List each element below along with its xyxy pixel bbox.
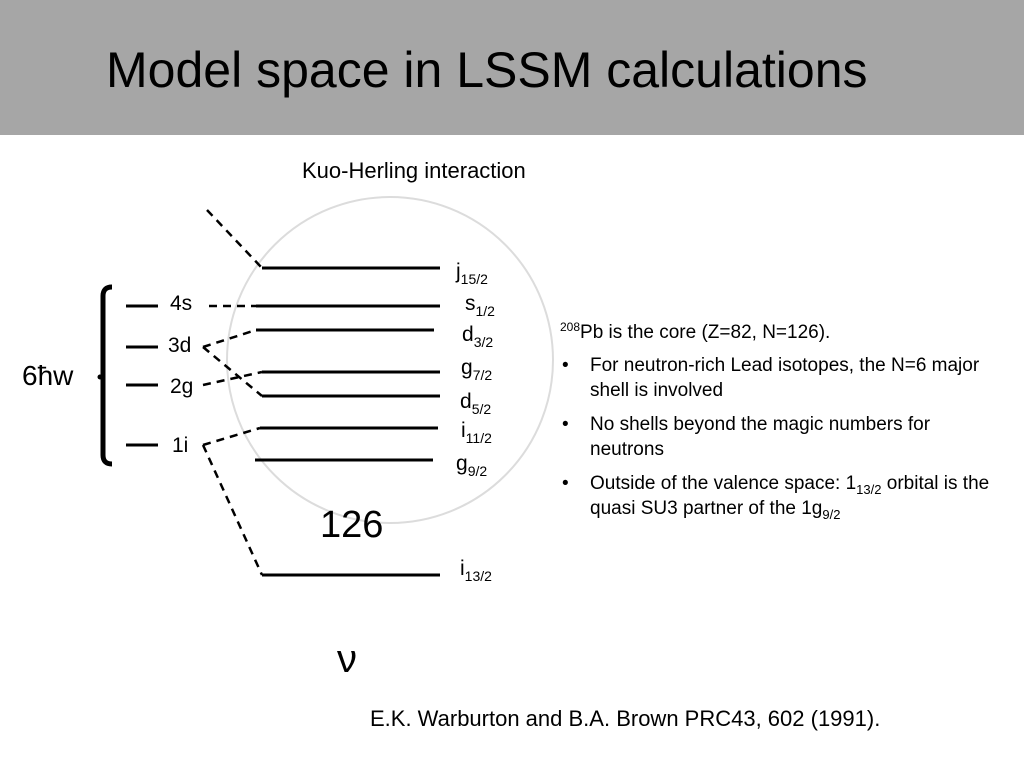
shell-3d-label: 3d	[168, 334, 192, 357]
correlation-lines	[203, 210, 262, 575]
orbital-i11-2: $i_{11/2}$	[461, 419, 492, 446]
orbital-j15-2: $j_{15/2}$	[456, 260, 488, 287]
shell-1i-label: 1i	[172, 434, 189, 457]
bullet-item: • For neutron-rich Lead isotopes, the N=6 major shell is involved	[562, 355, 980, 401]
orbital-d3-2: $d_{3/2}$	[462, 323, 494, 350]
oscillator-label: 6ħw	[22, 360, 74, 391]
shell-4s-label: 4s	[170, 292, 193, 315]
valence-space-circle	[227, 197, 553, 523]
bullet-item: • Outside of the valence space: $1_{13/2}$ orbital is the quasi SU3 partner of the $1g_{9/2}$	[562, 473, 990, 522]
orbital-d5-2: $d_{5/2}$	[460, 390, 492, 417]
interaction-label: Kuo-Herling interaction	[302, 158, 526, 183]
orbital-g9-2: $g_{9/2}$	[456, 452, 488, 479]
reference: E.K. Warburton and B.A. Brown PRC43, 602 (1991).	[370, 706, 881, 731]
nu-symbol: ν	[337, 637, 357, 681]
orbital-s1-2: $s_{1/2}$	[465, 292, 495, 319]
bullet-list	[560, 353, 1000, 521]
shell-bracket	[103, 287, 112, 464]
description-panel	[560, 320, 1000, 530]
bullet-item: • No shells beyond the magic numbers for neutrons	[562, 414, 931, 460]
orbital-g7-2: $g_{7/2}$	[461, 356, 493, 383]
orbital-i13-2: $i_{13/2}$	[460, 557, 492, 584]
core-statement: $^{208}$Pb is the core (Z=82, N=126).	[560, 320, 831, 343]
shell-2g-label: 2g	[170, 375, 194, 398]
page-title: Model space in LSSM calculations	[106, 42, 868, 98]
bracket-point	[98, 375, 103, 380]
magic-number: 126	[320, 504, 384, 546]
